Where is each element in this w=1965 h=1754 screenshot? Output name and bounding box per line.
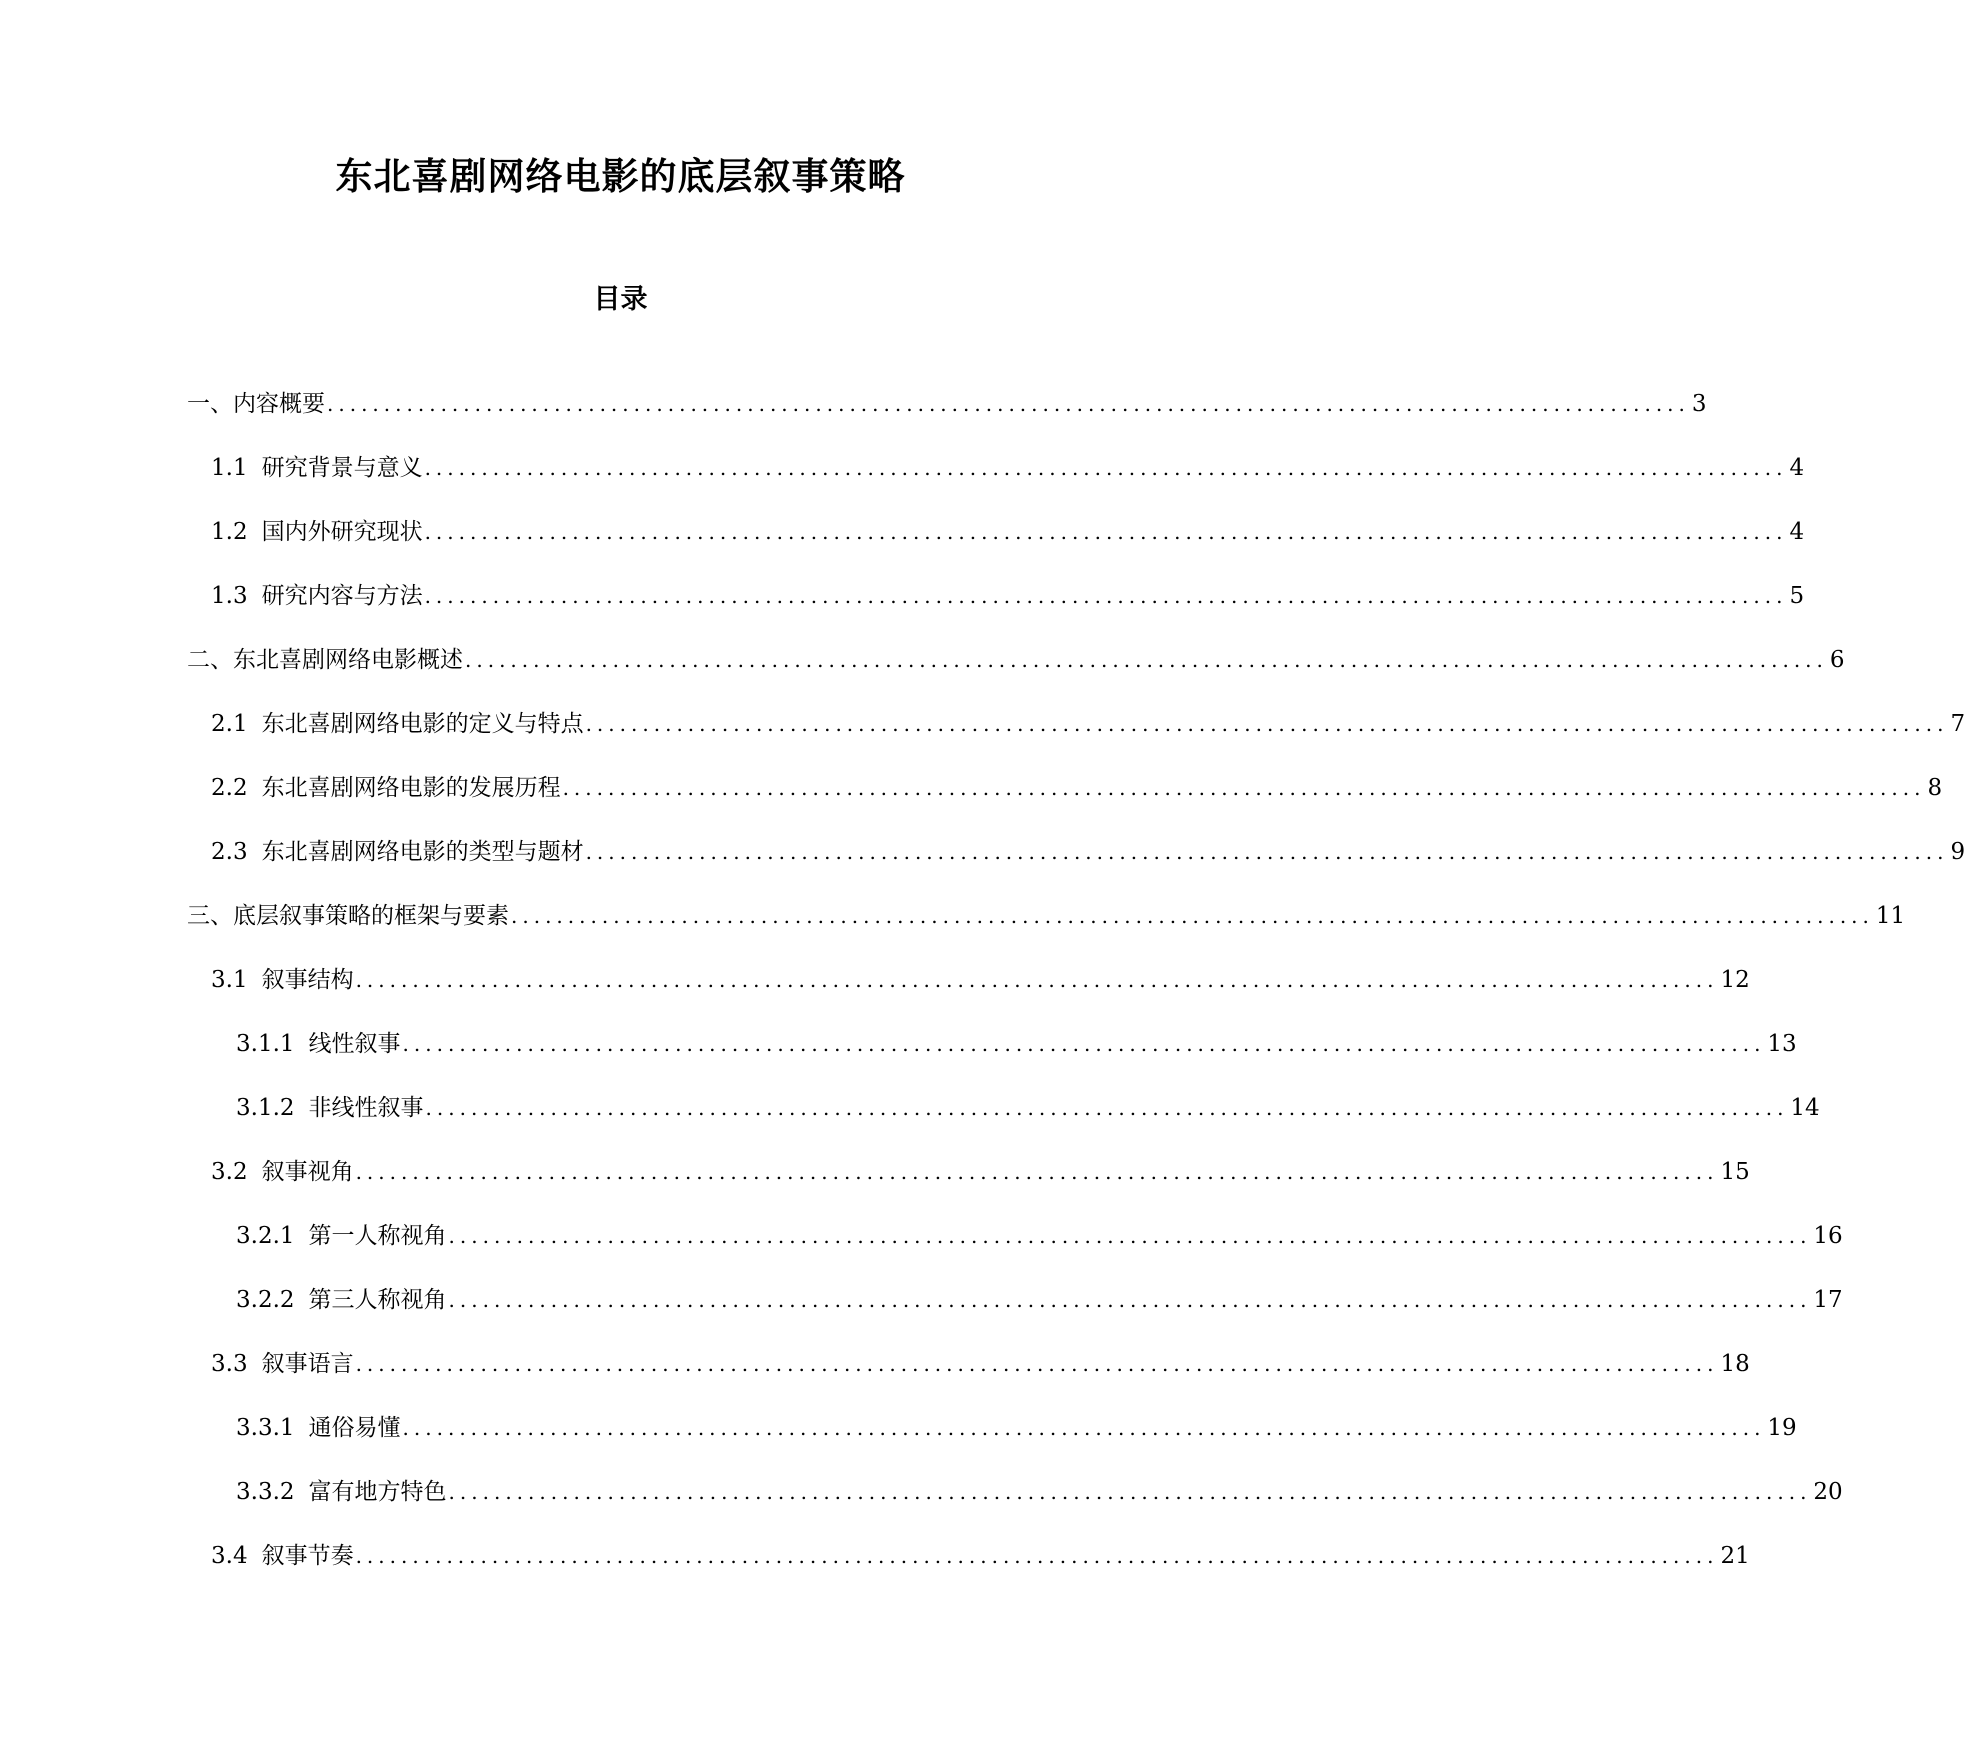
toc-entry-number: 1.1 [211, 455, 248, 481]
toc-page-number: 15 [1720, 1159, 1750, 1185]
toc-leader-dots: ........................................................................................................................ [448, 1224, 1812, 1248]
toc-entry-label: 叙事视角 [261, 1159, 354, 1185]
toc-entry[interactable] [211, 704, 1965, 744]
toc-page-number: 21 [1720, 1543, 1750, 1569]
toc-entry-label: 线性叙事 [308, 1031, 401, 1057]
toc-page-number: 9 [1950, 839, 1965, 865]
toc-page-number: 8 [1927, 775, 1943, 801]
toc-entry-label: 研究内容与方法 [261, 583, 423, 609]
toc-entry-label: 研究背景与意义 [261, 455, 423, 481]
toc-entry-number: 3.1 [211, 967, 248, 993]
toc-entry[interactable] [211, 448, 1805, 488]
toc-entry-number: 3.2.1 [236, 1223, 295, 1249]
toc-page-number: 20 [1813, 1479, 1843, 1505]
toc-leader-dots: ........................................................................................................................ [355, 1544, 1719, 1568]
toc-page-number: 3 [1691, 391, 1707, 417]
toc-entry-number: 2.1 [211, 711, 248, 737]
toc-page-number: 12 [1720, 967, 1750, 993]
toc-leader-dots: ........................................................................................................................ [562, 776, 1926, 800]
toc-entry-label: 叙事结构 [261, 967, 354, 993]
toc-leader-dots: ........................................................................................................................ [585, 840, 1949, 864]
toc-leader-dots: ........................................................................................................................ [355, 1160, 1719, 1184]
toc-page-number: 14 [1790, 1095, 1820, 1121]
toc-entry[interactable] [236, 1088, 1820, 1128]
toc-entry-label: 第一人称视角 [308, 1223, 447, 1249]
toc-leader-dots: ........................................................................................................................ [424, 456, 1788, 480]
toc-entry-number: 3.2 [211, 1159, 248, 1185]
toc-leader-dots: ........................................................................................................................ [355, 1352, 1719, 1376]
toc-page-number: 13 [1767, 1031, 1797, 1057]
toc-entry[interactable] [211, 1536, 1750, 1576]
toc-entry[interactable] [211, 576, 1805, 616]
toc-entry-number: 3.3.2 [236, 1479, 295, 1505]
toc-entry-number: 2.3 [211, 839, 248, 865]
toc-entry-label: 非线性叙事 [308, 1095, 424, 1121]
toc-leader-dots: ........................................................................................................................ [355, 968, 1719, 992]
toc-entry-label: 东北喜剧网络电影的类型与题材 [261, 839, 584, 865]
toc-entry[interactable] [211, 512, 1805, 552]
toc-entry[interactable] [211, 960, 1750, 1000]
toc-page-number: 4 [1789, 455, 1805, 481]
toc-leader-dots: ........................................................................................................................ [425, 1096, 1789, 1120]
toc-leader-dots: ........................................................................................................................ [448, 1288, 1812, 1312]
toc-page-number: 5 [1789, 583, 1805, 609]
toc-entry[interactable] [211, 1344, 1750, 1384]
toc-leader-dots: ........................................................................................................................ [585, 712, 1949, 736]
toc-entry-label: 第三人称视角 [308, 1287, 447, 1313]
toc-entry[interactable] [236, 1216, 1843, 1256]
toc-entry-number: 1.3 [211, 583, 248, 609]
toc-entry-number: 3.2.2 [236, 1287, 295, 1313]
toc-entry[interactable] [211, 832, 1965, 872]
toc-entry-number: 3.1.2 [236, 1095, 295, 1121]
toc-entry[interactable] [187, 384, 1707, 424]
toc-entry-label: 国内外研究现状 [261, 519, 423, 545]
toc-entry-label: 东北喜剧网络电影的定义与特点 [261, 711, 584, 737]
toc-entry-label: 叙事节奏 [261, 1543, 354, 1569]
toc-entry-label: 二、东北喜剧网络电影概述 [187, 647, 463, 673]
toc-entry-number: 1.2 [211, 519, 248, 545]
toc-leader-dots: ........................................................................................................................ [465, 648, 1828, 672]
toc-entry[interactable] [236, 1472, 1843, 1512]
toc-page-number: 7 [1950, 711, 1965, 737]
toc-leader-dots: ........................................................................................................................ [424, 584, 1788, 608]
toc-entry[interactable] [211, 1152, 1750, 1192]
toc-entry-label: 东北喜剧网络电影的发展历程 [261, 775, 561, 801]
toc-page-number: 11 [1875, 903, 1906, 929]
toc-page-number: 6 [1829, 647, 1845, 673]
toc-entry[interactable] [187, 640, 1845, 680]
toc-leader-dots: ........................................................................................................................ [424, 520, 1788, 544]
toc-entry-label: 三、底层叙事策略的框架与要素 [187, 903, 509, 929]
toc-page-number: 4 [1789, 519, 1805, 545]
toc-entry[interactable] [236, 1024, 1797, 1064]
toc-leader-dots: ........................................................................................................................ [402, 1416, 1766, 1440]
toc-entry[interactable] [236, 1280, 1843, 1320]
toc-leader-dots: ........................................................................................................................ [511, 904, 1874, 928]
toc-entry-number: 3.1.1 [236, 1031, 295, 1057]
toc-entry-label: 一、内容概要 [187, 391, 325, 417]
toc-leader-dots: ........................................................................................................................ [402, 1032, 1766, 1056]
toc-leader-dots: ........................................................................................................................ [448, 1480, 1812, 1504]
toc-page-number: 16 [1813, 1223, 1843, 1249]
toc-entry-number: 3.3 [211, 1351, 248, 1377]
toc-page-number: 17 [1813, 1287, 1843, 1313]
toc-entry-number: 3.4 [211, 1543, 248, 1569]
document-title: 东北喜剧网络电影的底层叙事策略 [335, 154, 906, 198]
toc-entry-label: 富有地方特色 [308, 1479, 447, 1505]
toc-entry-label: 通俗易懂 [308, 1415, 401, 1441]
toc-page-number: 18 [1720, 1351, 1750, 1377]
toc-heading: 目录 [593, 284, 648, 315]
toc-entry-number: 2.2 [211, 775, 248, 801]
toc-entry[interactable] [211, 768, 1943, 808]
toc-entry-number: 3.3.1 [236, 1415, 295, 1441]
toc-entry-label: 叙事语言 [261, 1351, 354, 1377]
toc-page-number: 19 [1767, 1415, 1797, 1441]
toc-leader-dots: ........................................................................................................................ [327, 392, 1690, 416]
toc-entry[interactable] [236, 1408, 1797, 1448]
toc-entry[interactable] [187, 896, 1906, 936]
